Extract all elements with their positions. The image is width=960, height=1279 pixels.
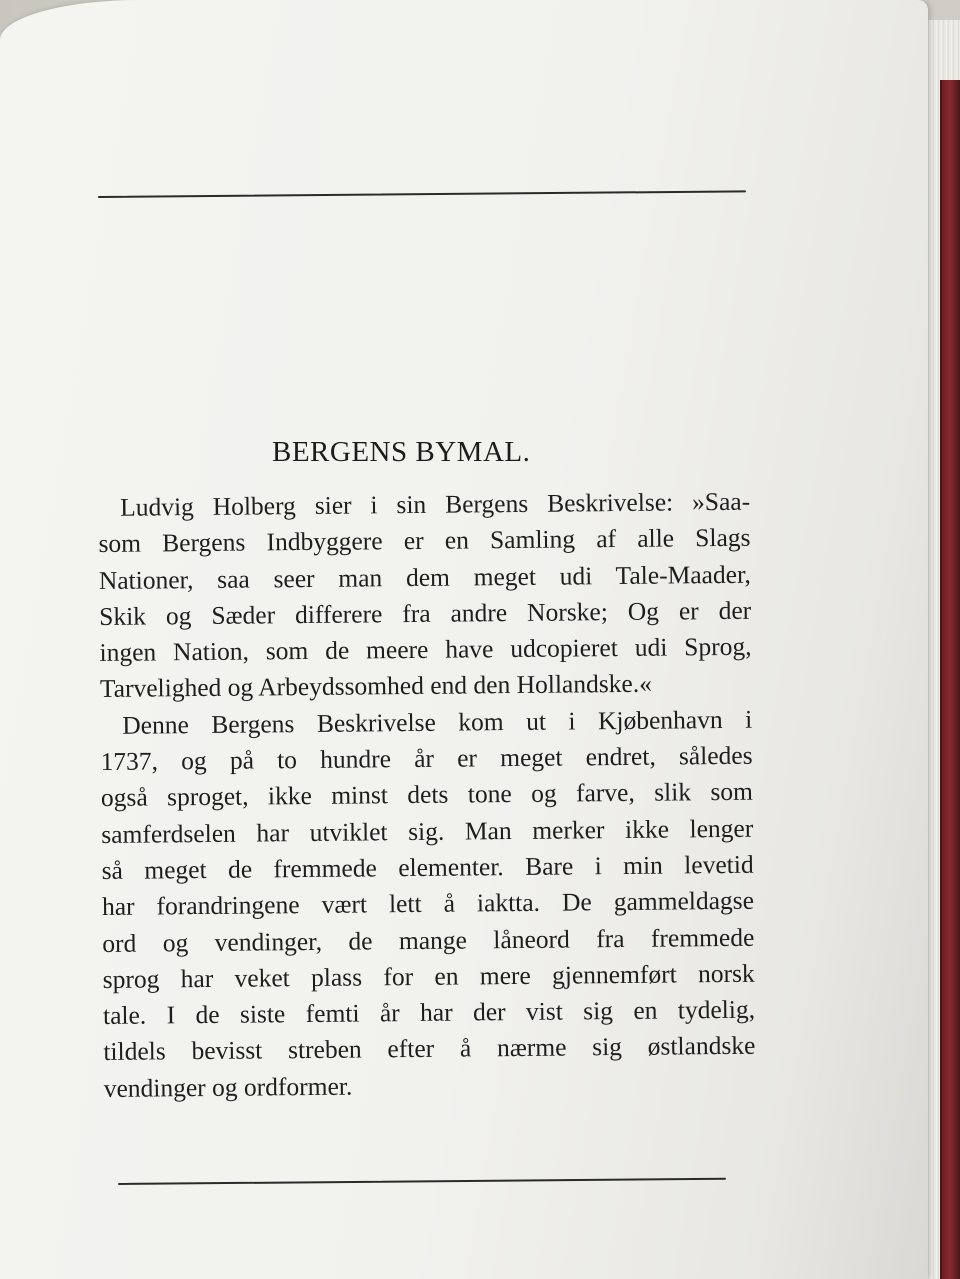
paragraph-1 <box>98 484 752 708</box>
text-line: ord og vendinger, de mange låneord fra fremmede <box>102 922 755 958</box>
chapter-title: BERGENS BYMAL. <box>272 436 531 468</box>
text-line: Tarvelighed og Arbeydssomhed end den Hollandske.« <box>99 669 653 704</box>
text-line: har forandringene vært lett å iaktta. De gammeldagse <box>101 885 755 922</box>
text-line: ingen Nation, som de meere have udcopieret udi Sprog, <box>99 631 752 668</box>
text-line: som Bergens Indbyggere er en Samling af alle Slags <box>98 523 751 559</box>
text-line: Skik og Sæder differere fra andre Norske; Og er der <box>99 595 752 631</box>
text-line: Nationer, saa seer man dem meget udi Tale-Maader, <box>98 559 751 595</box>
top-rule <box>98 190 746 198</box>
text-line: samferdselen har utviklet sig. Man merker ikke lenger <box>101 813 754 849</box>
text-line: 1737, og på to hundre år er meget endret, således <box>100 740 753 777</box>
book-cover-edge <box>940 80 960 1279</box>
body-text <box>98 484 756 1107</box>
text-line: tale. I de siste femti år har der vist sig en tydelig, <box>102 994 756 1031</box>
text-line: sprog har veket plass for en mere gjennemført norsk <box>102 958 755 994</box>
text-line: vendinger og ordformer. <box>103 1071 353 1103</box>
paragraph-2 <box>100 702 756 1108</box>
bottom-rule <box>118 1178 726 1185</box>
text-line: tildels bevisst streben efter å nærme sig østlandske <box>103 1031 756 1067</box>
text-line: Denne Bergens Beskrivelse kom ut i Kjøbenhavn i <box>122 704 753 740</box>
text-line: også sproget, ikke minst dets tone og farve, slik som <box>100 777 754 813</box>
text-line: så meget de fremmede elementer. Bare i min levetid <box>101 849 754 885</box>
text-line: Ludvig Holberg sier i sin Bergens Beskrivelse: »Saa- <box>120 486 751 522</box>
